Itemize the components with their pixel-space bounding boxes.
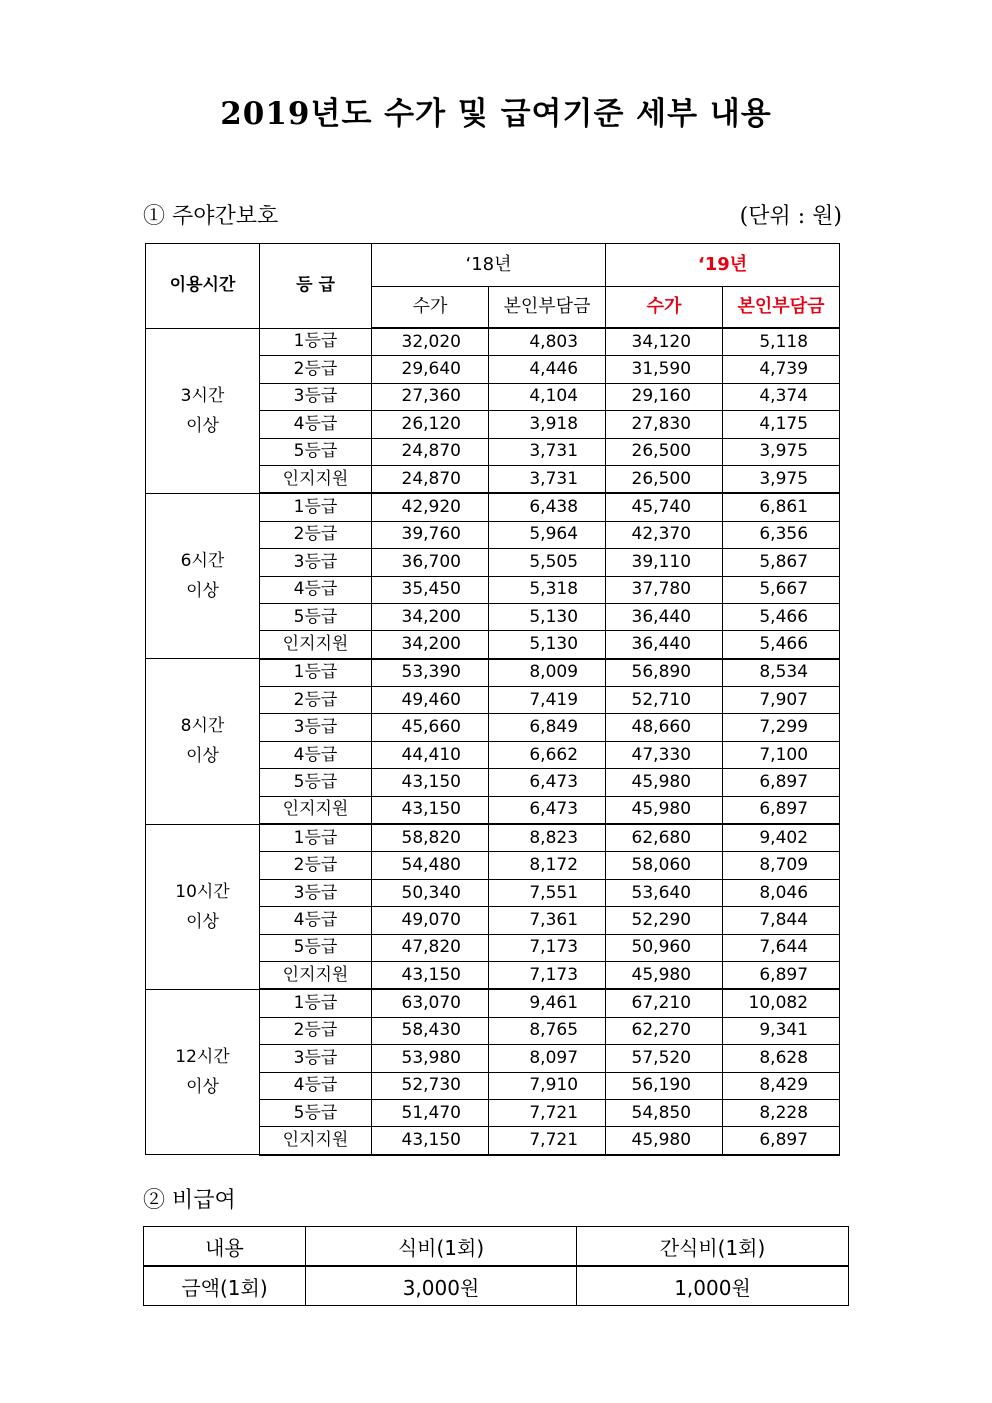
copay19-cell: 5,118: [723, 328, 840, 356]
grade-cell: 1등급: [260, 989, 372, 1017]
copay19-cell: 7,907: [723, 687, 840, 714]
header-copay19: 본인부담금: [723, 287, 840, 329]
grade-cell: 5등급: [260, 934, 372, 961]
fee18-cell: 49,070: [372, 907, 489, 934]
time-line2: 이상: [186, 581, 219, 602]
copay18-cell: 8,823: [489, 824, 606, 852]
copay18-cell: 4,446: [489, 356, 606, 383]
fee19-cell: 50,960: [606, 934, 723, 961]
fee18-cell: 58,820: [372, 824, 489, 852]
fee18-cell: 24,870: [372, 465, 489, 493]
copay19-cell: 10,082: [723, 989, 840, 1017]
nb-row-label: 금액(1회): [144, 1266, 306, 1306]
table-row: [146, 659, 840, 687]
grade-cell: 인지지원: [260, 961, 372, 989]
fee19-cell: 56,890: [606, 659, 723, 687]
fee19-cell: 62,680: [606, 824, 723, 852]
copay18-cell: 7,173: [489, 961, 606, 989]
copay18-cell: 9,461: [489, 989, 606, 1017]
grade-cell: 인지지원: [260, 631, 372, 659]
copay19-cell: 6,897: [723, 796, 840, 824]
copay18-cell: 5,318: [489, 576, 606, 603]
fee19-cell: 45,980: [606, 961, 723, 989]
grade-cell: 3등급: [260, 1045, 372, 1072]
unit-label: (단위 : 원): [739, 204, 842, 229]
copay18-cell: 7,419: [489, 687, 606, 714]
fee19-cell: 45,740: [606, 493, 723, 521]
copay19-cell: 5,466: [723, 631, 840, 659]
time-cell: [146, 989, 260, 1154]
fee18-cell: 43,150: [372, 961, 489, 989]
fee18-cell: 26,120: [372, 411, 489, 438]
fee19-cell: 34,120: [606, 328, 723, 356]
fee18-cell: 63,070: [372, 989, 489, 1017]
fee19-cell: 45,980: [606, 769, 723, 796]
copay19-cell: 9,402: [723, 824, 840, 852]
fee19-cell: 52,290: [606, 907, 723, 934]
time-line2: 이상: [186, 1077, 219, 1098]
copay18-cell: 3,918: [489, 411, 606, 438]
fee18-cell: 43,150: [372, 769, 489, 796]
fee19-cell: 36,440: [606, 603, 723, 630]
grade-cell: 2등급: [260, 521, 372, 548]
fee18-cell: 50,340: [372, 879, 489, 906]
grade-cell: 4등급: [260, 907, 372, 934]
copay19-cell: 8,429: [723, 1072, 840, 1099]
copay19-cell: 4,374: [723, 383, 840, 410]
fee18-cell: 44,410: [372, 741, 489, 768]
copay18-cell: 5,130: [489, 603, 606, 630]
fee18-cell: 36,700: [372, 549, 489, 576]
copay19-cell: 3,975: [723, 465, 840, 493]
copay19-cell: 5,466: [723, 603, 840, 630]
fee19-cell: 53,640: [606, 879, 723, 906]
header-year18: ‘18년: [372, 244, 606, 287]
copay18-cell: 7,551: [489, 879, 606, 906]
copay19-cell: 6,356: [723, 521, 840, 548]
grade-cell: 1등급: [260, 328, 372, 356]
time-line1: 12시간: [175, 1047, 230, 1068]
grade-cell: 3등급: [260, 714, 372, 741]
copay19-cell: 7,299: [723, 714, 840, 741]
copay18-cell: 5,964: [489, 521, 606, 548]
fee19-cell: 42,370: [606, 521, 723, 548]
grade-cell: 1등급: [260, 493, 372, 521]
fee19-cell: 37,780: [606, 576, 723, 603]
table-row: [146, 989, 840, 1017]
copay18-cell: 6,849: [489, 714, 606, 741]
header-copay18: 본인부담금: [489, 287, 606, 329]
fee19-cell: 29,160: [606, 383, 723, 410]
copay18-cell: 5,130: [489, 631, 606, 659]
copay18-cell: 7,721: [489, 1127, 606, 1155]
grade-cell: 1등급: [260, 659, 372, 687]
copay18-cell: 6,473: [489, 796, 606, 824]
fee19-cell: 27,830: [606, 411, 723, 438]
nb-snack-amount: 1,000원: [577, 1266, 849, 1306]
copay18-cell: 3,731: [489, 438, 606, 465]
fee18-cell: 47,820: [372, 934, 489, 961]
grade-cell: 4등급: [260, 411, 372, 438]
fee18-cell: 39,760: [372, 521, 489, 548]
fee-table: [145, 243, 840, 1156]
fee19-cell: 36,440: [606, 631, 723, 659]
grade-cell: 5등급: [260, 438, 372, 465]
table-row: [146, 824, 840, 852]
grade-cell: 2등급: [260, 687, 372, 714]
copay18-cell: 6,438: [489, 493, 606, 521]
fee18-cell: 43,150: [372, 796, 489, 824]
grade-cell: 3등급: [260, 879, 372, 906]
non-covered-table: [143, 1226, 849, 1306]
header-year19: ‘19년: [606, 244, 840, 287]
fee18-cell: 29,640: [372, 356, 489, 383]
header-time: 이용시간: [146, 244, 260, 329]
copay18-cell: 3,731: [489, 465, 606, 493]
grade-cell: 인지지원: [260, 465, 372, 493]
fee18-cell: 53,980: [372, 1045, 489, 1072]
copay19-cell: 8,046: [723, 879, 840, 906]
fee19-cell: 47,330: [606, 741, 723, 768]
copay19-cell: 6,861: [723, 493, 840, 521]
fee18-cell: 58,430: [372, 1017, 489, 1044]
copay19-cell: 5,867: [723, 549, 840, 576]
header-fee19: 수가: [606, 287, 723, 329]
time-line1: 3시간: [180, 385, 225, 406]
fee18-cell: 35,450: [372, 576, 489, 603]
time-line1: 8시간: [180, 716, 225, 737]
copay19-cell: 7,100: [723, 741, 840, 768]
fee18-cell: 53,390: [372, 659, 489, 687]
nb-meal-amount: 3,000원: [306, 1266, 577, 1306]
copay18-cell: 4,104: [489, 383, 606, 410]
fee18-cell: 34,200: [372, 631, 489, 659]
grade-cell: 5등급: [260, 1099, 372, 1126]
grade-cell: 1등급: [260, 824, 372, 852]
time-cell: [146, 328, 260, 493]
nb-header-snack: 간식비(1회): [577, 1227, 849, 1267]
fee19-cell: 45,980: [606, 1127, 723, 1155]
time-cell: [146, 659, 260, 824]
copay19-cell: 4,739: [723, 356, 840, 383]
copay18-cell: 7,173: [489, 934, 606, 961]
copay19-cell: 4,175: [723, 411, 840, 438]
copay18-cell: 7,361: [489, 907, 606, 934]
fee18-cell: 32,020: [372, 328, 489, 356]
grade-cell: 2등급: [260, 356, 372, 383]
fee19-cell: 54,850: [606, 1099, 723, 1126]
copay19-cell: 3,975: [723, 438, 840, 465]
fee19-cell: 52,710: [606, 687, 723, 714]
fee19-cell: 39,110: [606, 549, 723, 576]
copay19-cell: 8,709: [723, 852, 840, 879]
header-fee18: 수가: [372, 287, 489, 329]
section1-heading: ① 주야간보호: [143, 204, 279, 229]
fee18-cell: 43,150: [372, 1127, 489, 1155]
fee18-cell: 51,470: [372, 1099, 489, 1126]
fee19-cell: 45,980: [606, 796, 723, 824]
copay18-cell: 7,721: [489, 1099, 606, 1126]
nb-header-content: 내용: [144, 1227, 306, 1267]
copay19-cell: 8,534: [723, 659, 840, 687]
grade-cell: 2등급: [260, 852, 372, 879]
fee18-cell: 54,480: [372, 852, 489, 879]
copay18-cell: 6,662: [489, 741, 606, 768]
copay19-cell: 7,844: [723, 907, 840, 934]
section2-heading: ② 비급여: [143, 1188, 236, 1213]
page-title: 2019년도 수가 및 급여기준 세부 내용: [220, 96, 772, 132]
fee18-cell: 34,200: [372, 603, 489, 630]
copay19-cell: 6,897: [723, 1127, 840, 1155]
fee18-cell: 49,460: [372, 687, 489, 714]
grade-cell: 4등급: [260, 576, 372, 603]
fee19-cell: 48,660: [606, 714, 723, 741]
copay19-cell: 8,628: [723, 1045, 840, 1072]
time-cell: [146, 824, 260, 989]
time-line1: 10시간: [175, 881, 230, 902]
grade-cell: 3등급: [260, 549, 372, 576]
grade-cell: 2등급: [260, 1017, 372, 1044]
grade-cell: 인지지원: [260, 1127, 372, 1155]
fee19-cell: 26,500: [606, 465, 723, 493]
time-line2: 이상: [186, 746, 219, 767]
fee19-cell: 62,270: [606, 1017, 723, 1044]
time-line2: 이상: [186, 415, 219, 436]
copay19-cell: 8,228: [723, 1099, 840, 1126]
copay18-cell: 4,803: [489, 328, 606, 356]
copay18-cell: 7,910: [489, 1072, 606, 1099]
time-line1: 6시간: [180, 551, 225, 572]
grade-cell: 3등급: [260, 383, 372, 410]
copay18-cell: 8,172: [489, 852, 606, 879]
fee19-cell: 31,590: [606, 356, 723, 383]
fee18-cell: 27,360: [372, 383, 489, 410]
table-row: [146, 328, 840, 356]
fee19-cell: 58,060: [606, 852, 723, 879]
copay19-cell: 7,644: [723, 934, 840, 961]
copay18-cell: 8,765: [489, 1017, 606, 1044]
fee19-cell: 57,520: [606, 1045, 723, 1072]
copay18-cell: 8,097: [489, 1045, 606, 1072]
copay18-cell: 6,473: [489, 769, 606, 796]
grade-cell: 5등급: [260, 603, 372, 630]
fee19-cell: 56,190: [606, 1072, 723, 1099]
copay19-cell: 6,897: [723, 769, 840, 796]
grade-cell: 인지지원: [260, 796, 372, 824]
fee19-cell: 26,500: [606, 438, 723, 465]
fee18-cell: 24,870: [372, 438, 489, 465]
fee18-cell: 42,920: [372, 493, 489, 521]
copay18-cell: 8,009: [489, 659, 606, 687]
copay18-cell: 5,505: [489, 549, 606, 576]
copay19-cell: 6,897: [723, 961, 840, 989]
time-cell: [146, 493, 260, 658]
grade-cell: 4등급: [260, 741, 372, 768]
header-grade: 등 급: [260, 244, 372, 329]
copay19-cell: 5,667: [723, 576, 840, 603]
fee18-cell: 45,660: [372, 714, 489, 741]
time-line2: 이상: [186, 911, 219, 932]
fee-table-body: [146, 328, 840, 1155]
grade-cell: 5등급: [260, 769, 372, 796]
fee19-cell: 67,210: [606, 989, 723, 1017]
grade-cell: 4등급: [260, 1072, 372, 1099]
copay19-cell: 9,341: [723, 1017, 840, 1044]
fee18-cell: 52,730: [372, 1072, 489, 1099]
nb-header-meal: 식비(1회): [306, 1227, 577, 1267]
table-row: [146, 493, 840, 521]
